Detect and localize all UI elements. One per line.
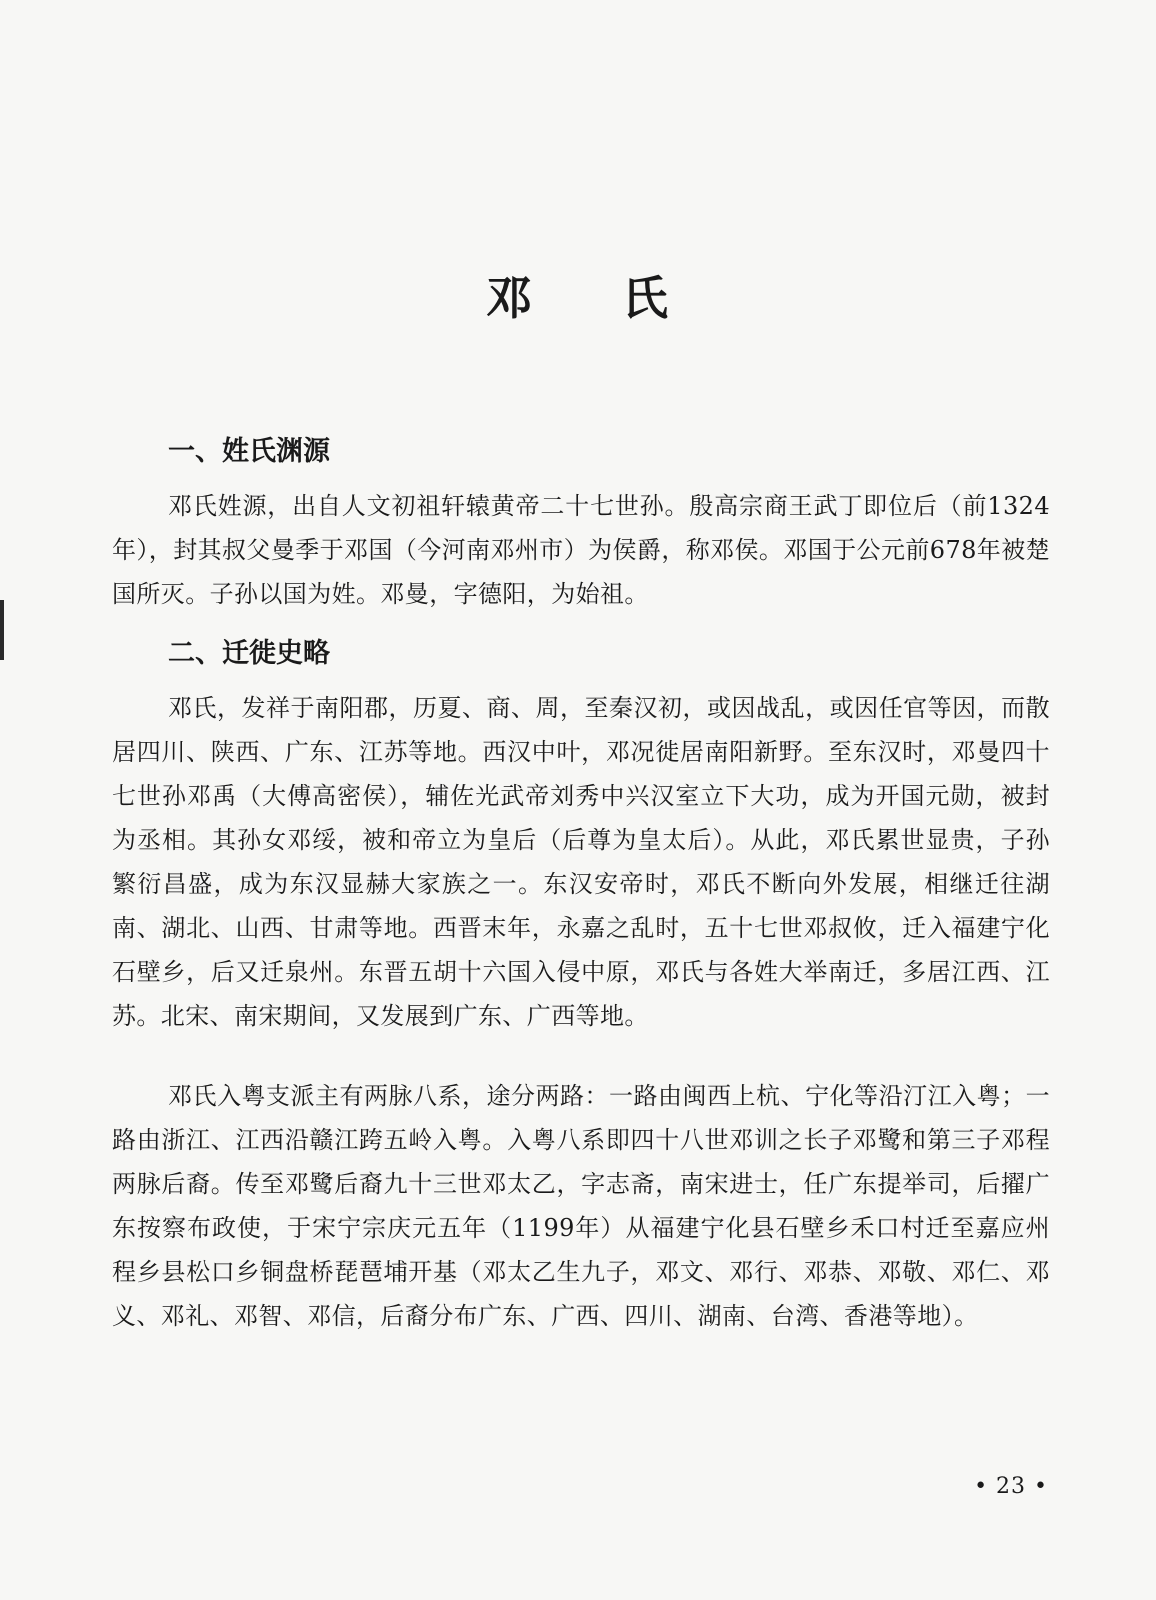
page-number: • 23 • xyxy=(974,1474,1048,1499)
paragraph-migration-1: 邓氏，发祥于南阳郡，历夏、商、周，至秦汉初，或因战乱，或因任官等因，而散居四川、陕西、广东、江苏等地。西汉中叶，邓况徙居南阳新野。至东汉时，邓曼四十七世孙邓禹（大傅高密侯），辅佐光武帝刘秀中兴汉室立下大功，成为开国元勋，被封为丞相。其孙女邓绥，被和帝立为皇后（后尊为皇太后）。从此，邓氏累世显贵，子孙繁衍昌盛，成为东汉显赫大家族之一。东汉安帝时，邓氏不断向外发展，相继迁往湖南、湖北、山西、甘肃等地。西晋末年，永嘉之乱时，五十七世邓叔攸，迁入福建宁化石壁乡，后又迁泉州。东晋五胡十六国入侵中原，邓氏与各姓大举南迁，多居江西、江苏。北宋、南宋期间，又发展到广东、广西等地。 xyxy=(112,694,1050,1030)
title-char-1: 邓 xyxy=(486,271,534,325)
paragraph-migration-2: 邓氏入粤支派主有两脉八系，途分两路：一路由闽西上杭、宁化等沿汀江入粤；一路由浙江、江西沿赣江跨五岭入粤。入粤八系即四十八世邓训之长子邓鹭和第三子邓程两脉后裔。传至邓鹭后裔九十三世邓太乙，字志斋，南宋进士，任广东提举司，后擢广东按察布政使，于宋宁宗庆元五年（1199年）从福建宁化县石壁乡禾口村迁至嘉应州程乡县松口乡铜盘桥琵琶埔开基（邓太乙生九子，邓文、邓行、邓恭、邓敬、邓仁、邓义、邓礼、邓智、邓信，后裔分布广东、广西、四川、湖南、台湾、香港等地）。 xyxy=(112,1082,1050,1330)
page-title xyxy=(0,262,1156,328)
section-heading-migration: 二、迁徙史略 xyxy=(168,638,330,669)
scan-edge-mark xyxy=(0,600,4,660)
section-heading-origin: 一、姓氏渊源 xyxy=(168,436,330,467)
paragraph-origin: 邓氏姓源，出自人文初祖轩辕黄帝二十七世孙。殷高宗商王武丁即位后（前1324年），封其叔父曼季于邓国（今河南邓州市）为侯爵，称邓侯。邓国于公元前678年被楚国所灭。子孙以国为姓。邓曼，字德阳，为始祖。 xyxy=(112,492,1050,608)
title-char-2: 氏 xyxy=(622,271,670,325)
